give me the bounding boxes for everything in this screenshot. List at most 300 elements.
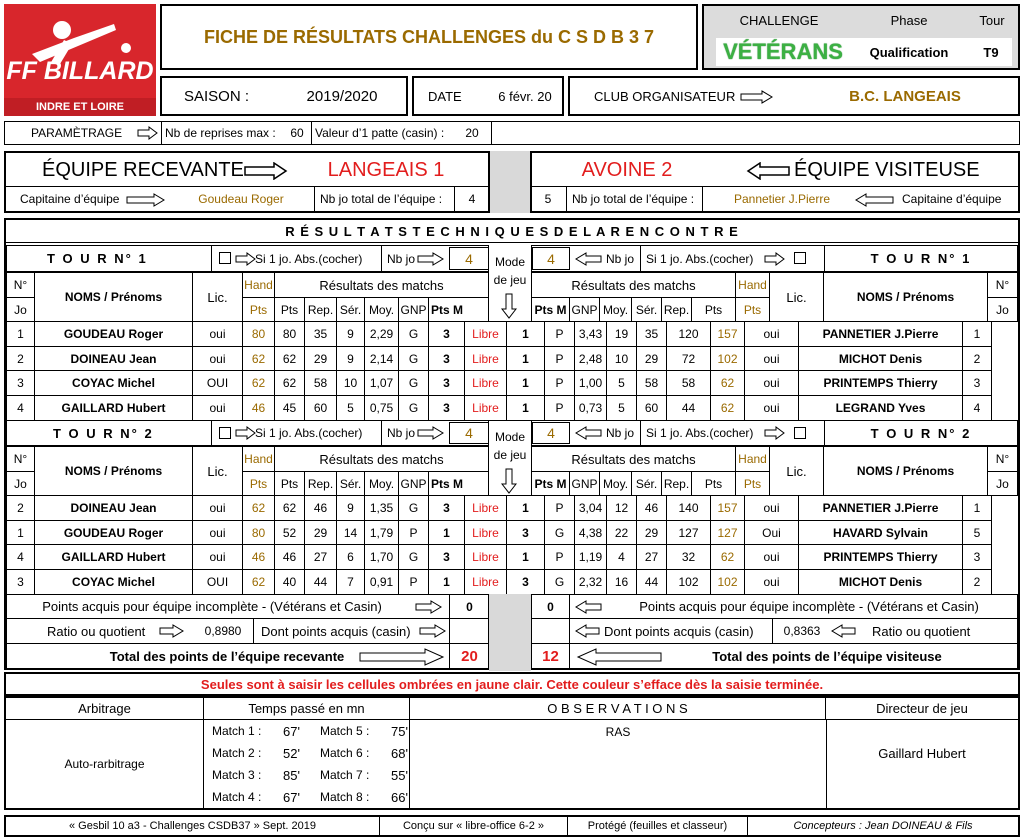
- cell-a-moy: 4,38: [575, 520, 607, 545]
- table-row: [7, 396, 992, 421]
- moy-label: Moy.: [600, 471, 632, 495]
- hand-label: Hand: [736, 273, 770, 297]
- cell-h-no: 1: [7, 322, 35, 347]
- cell-a-pts: 120: [667, 322, 711, 347]
- away-nb: 5: [544, 192, 552, 206]
- tour2-label: T O U R N° 2: [53, 425, 154, 441]
- match-time: 52': [283, 745, 300, 761]
- footer-2: Conçu sur « libre-office 6-2 »: [380, 817, 568, 835]
- cell-a-lic: Oui: [745, 520, 799, 545]
- moy-label: Moy.: [365, 297, 399, 321]
- divider: [491, 122, 492, 144]
- logo-subtitle: INDRE ET LOIRE: [4, 98, 156, 116]
- arrow-left-icon: [854, 193, 894, 207]
- cell-h-rep: 35: [305, 322, 337, 347]
- cell-h-pts: 46: [275, 545, 305, 570]
- total-home-label: Total des points de l’équipe recevante: [109, 649, 345, 664]
- cell-a-moy: 3,04: [575, 496, 607, 521]
- divider: [314, 187, 315, 211]
- cell-h-rep: 29: [305, 520, 337, 545]
- cell-h-rep: 46: [305, 496, 337, 521]
- divider: [381, 246, 382, 271]
- param-box: [4, 121, 1020, 145]
- cell-h-name: GOUDEAU Roger: [35, 322, 193, 347]
- gnp-label: GNP: [399, 297, 429, 321]
- cell-h-lic: OUI: [193, 371, 243, 396]
- away-team-box: [530, 151, 1020, 213]
- challenge-label: CHALLENGE: [739, 12, 819, 28]
- arrow-left-icon: [574, 252, 602, 266]
- table-row: [7, 570, 992, 595]
- cell-a-gnp: G: [545, 520, 575, 545]
- nbjo-label: Nb jo: [606, 251, 635, 266]
- cell-h-name: COYAC Michel: [35, 570, 193, 595]
- cell-h-no: 3: [7, 570, 35, 595]
- resultats-label: Résultats des matchs: [319, 451, 444, 467]
- cell-h-hand: 62: [243, 570, 275, 595]
- arrow-right-icon: [159, 624, 185, 638]
- cell-h-rep: 60: [305, 396, 337, 421]
- arrow-left-icon: [574, 600, 602, 614]
- table-row: [7, 346, 992, 371]
- divider: [211, 421, 212, 445]
- reprises-value: 60: [290, 126, 304, 140]
- cell-a-ptsm: 1: [507, 396, 545, 421]
- jo-label: Jo: [988, 297, 1017, 321]
- hand-label: Hand: [243, 273, 275, 297]
- rep-label: Rep.: [662, 471, 692, 495]
- cell-h-no: 2: [7, 346, 35, 371]
- arrow-left-icon: [574, 624, 600, 638]
- ratio-row-right: [531, 618, 1018, 644]
- cell-a-ptsm: 1: [507, 496, 545, 521]
- away-team-name: AVOINE 2: [581, 158, 673, 181]
- footer-4: Concepteurs : Jean DOINEAU & Fils: [793, 820, 973, 832]
- abs-label: Si 1 jo. Abs.(cocher): [255, 251, 363, 266]
- cell-a-hand: 157: [711, 322, 745, 347]
- cell-a-name: MICHOT Denis: [799, 346, 963, 371]
- incomplete-row-right: [531, 594, 1018, 619]
- page-title: FICHE DE RÉSULTATS CHALLENGES du C S D B 3 7: [160, 4, 698, 70]
- arrow-right-icon: [417, 426, 445, 440]
- cell-a-no: 2: [963, 346, 992, 371]
- away-nb-label: Nb jo total de l’équipe :: [572, 192, 695, 206]
- cell-h-gnp: G: [399, 371, 429, 396]
- divider: [566, 187, 567, 211]
- cell-h-gnp: G: [399, 496, 429, 521]
- abs-checkbox[interactable]: [794, 427, 806, 439]
- cell-a-rep: 27: [637, 545, 667, 570]
- tour-label: Tour: [979, 12, 1005, 28]
- match-label: Match 5 :: [320, 724, 370, 738]
- cell-h-gnp: P: [399, 520, 429, 545]
- abs-label: Si 1 jo. Abs.(cocher): [646, 426, 754, 440]
- cell-h-name: GAILLARD Hubert: [35, 396, 193, 421]
- cell-h-ptsm: 3: [429, 496, 465, 521]
- cell-a-ser: 5: [607, 371, 637, 396]
- obs-value: RAS: [605, 725, 631, 739]
- table-row: [7, 545, 992, 570]
- tour2-label-right: T O U R N° 2: [870, 425, 972, 441]
- cell-a-pts: 140: [667, 496, 711, 521]
- cell-a-ser: 22: [607, 520, 637, 545]
- cell-a-gnp: P: [545, 371, 575, 396]
- tour1-header-right: [531, 245, 1018, 272]
- hand-pts-label: Pts: [243, 297, 275, 321]
- cell-a-pts: 32: [667, 545, 711, 570]
- cell-a-no: 5: [963, 520, 992, 545]
- cell-a-hand: 102: [711, 346, 745, 371]
- cell-h-moy: 0,91: [365, 570, 399, 595]
- table-row: [7, 371, 992, 396]
- param-label: PARAMÈTRAGE: [31, 126, 123, 140]
- arrow-left-icon: [574, 426, 602, 440]
- cell-h-ser: 9: [337, 496, 365, 521]
- cell-a-rep: 29: [637, 520, 667, 545]
- cell-a-no: 2: [963, 570, 992, 595]
- bottom-section: [4, 696, 1020, 810]
- date-value: 6 févr. 20: [498, 88, 552, 104]
- hand-label: Hand: [736, 447, 770, 471]
- cell-h-no: 1: [7, 520, 35, 545]
- rep-label: Rep.: [305, 471, 337, 495]
- cell-a-ptsm: 3: [507, 570, 545, 595]
- divider: [161, 122, 162, 144]
- ratio-home: 0,8980: [204, 624, 242, 638]
- gnp-label: GNP: [399, 471, 429, 495]
- jo-label: Jo: [7, 471, 35, 495]
- gnp-label: GNP: [570, 297, 600, 321]
- lic-label: Lic.: [193, 273, 243, 321]
- cell-a-ptsm: 1: [507, 371, 545, 396]
- ptsm-label: Pts M: [532, 471, 570, 495]
- rep-label: Rep.: [662, 297, 692, 321]
- incomplete-row-left: [6, 594, 489, 619]
- total-row-left: [6, 643, 489, 670]
- cell-a-ser: 16: [607, 570, 637, 595]
- cell-a-pts: 102: [667, 570, 711, 595]
- phase-value: Qualification: [869, 44, 949, 60]
- divider: [640, 246, 641, 271]
- cell-h-no: 4: [7, 396, 35, 421]
- cell-h-lic: oui: [193, 396, 243, 421]
- cell-h-hand: 46: [243, 396, 275, 421]
- cell-h-pts: 52: [275, 520, 305, 545]
- cell-a-ptsm: 3: [507, 520, 545, 545]
- home-team-box: [4, 151, 490, 213]
- noms-label: NOMS / Prénoms: [824, 447, 988, 495]
- home-label: ÉQUIPE RECEVANTE: [42, 158, 244, 181]
- arrow-down-icon: [501, 293, 517, 319]
- cell-a-moy: 0,73: [575, 396, 607, 421]
- cell-h-lic: oui: [193, 496, 243, 521]
- cell-a-moy: 1,19: [575, 545, 607, 570]
- table-row: [7, 322, 992, 347]
- cell-a-ptsm: 1: [507, 545, 545, 570]
- tour2-nbjo-away: 4: [532, 422, 570, 444]
- cell-h-rep: 58: [305, 371, 337, 396]
- cell-h-name: DOINEAU Jean: [35, 346, 193, 371]
- cell-a-name: MICHOT Denis: [799, 570, 963, 595]
- cell-h-gnp: G: [399, 396, 429, 421]
- cell-a-hand: 127: [711, 520, 745, 545]
- hand-pts-label: Pts: [736, 297, 770, 321]
- cell-a-rep: 44: [637, 570, 667, 595]
- home-nb: 4: [468, 192, 476, 206]
- directeur-label: Directeur de jeu: [826, 698, 1018, 720]
- cell-a-name: HAVARD Sylvain: [799, 520, 963, 545]
- total-home: 20: [449, 644, 489, 669]
- cell-a-no: 3: [963, 545, 992, 570]
- arrow-right-icon: [137, 126, 159, 140]
- rep-label: Rep.: [305, 297, 337, 321]
- incomplete-away: 0: [532, 595, 570, 618]
- mode-label: Mode: [494, 255, 526, 269]
- away-captain: Pannetier J.Pierre: [733, 192, 831, 206]
- arrow-right-icon: [740, 90, 774, 104]
- resultats-label: Résultats des matchs: [532, 273, 736, 297]
- cell-h-name: GOUDEAU Roger: [35, 520, 193, 545]
- cell-h-ser: 6: [337, 545, 365, 570]
- cell-a-ptsm: 1: [507, 346, 545, 371]
- arrow-right-icon: [244, 162, 288, 180]
- center-gap: [490, 151, 530, 213]
- arbitrage-label: Arbitrage: [6, 698, 204, 720]
- cell-h-gnp: G: [399, 346, 429, 371]
- arrow-right-icon: [764, 426, 786, 440]
- cell-h-ptsm: 3: [429, 322, 465, 347]
- cell-a-lic: oui: [745, 371, 799, 396]
- divider: [824, 246, 825, 271]
- left-col-header: [6, 272, 489, 322]
- match-label: Match 8 :: [320, 790, 370, 804]
- tour-value: T9: [983, 44, 999, 60]
- moy-label: Moy.: [365, 471, 399, 495]
- cell-h-lic: oui: [193, 520, 243, 545]
- cell-a-moy: 2,32: [575, 570, 607, 595]
- cell-a-lic: oui: [745, 496, 799, 521]
- tour1-header-left: [6, 245, 489, 272]
- challenge-value: VÉTÉRANS: [723, 39, 843, 64]
- cell-h-pts: 45: [275, 396, 305, 421]
- ser-label: Sér.: [632, 297, 662, 321]
- arrow-right-icon: [126, 193, 166, 207]
- cell-h-pts: 62: [275, 371, 305, 396]
- divider: [211, 246, 212, 271]
- no-label: N°: [995, 278, 1010, 292]
- noms-label: NOMS / Prénoms: [35, 273, 193, 321]
- cell-h-lic: oui: [193, 545, 243, 570]
- cell-mode: Libre: [465, 520, 507, 545]
- cell-h-lic: oui: [193, 322, 243, 347]
- cell-h-moy: 1,70: [365, 545, 399, 570]
- cell-a-no: 1: [963, 322, 992, 347]
- cell-h-ptsm: 1: [429, 520, 465, 545]
- divider: [311, 122, 312, 144]
- cell-h-rep: 27: [305, 545, 337, 570]
- ser-label: Sér.: [632, 471, 662, 495]
- cell-h-rep: 44: [305, 570, 337, 595]
- cell-h-ser: 10: [337, 371, 365, 396]
- away-captain-label: Capitaine d’équipe: [902, 192, 1002, 206]
- tour1-label: T O U R N° 1: [47, 251, 148, 266]
- cell-a-moy: 1,00: [575, 371, 607, 396]
- casin-home: [449, 619, 489, 643]
- ff-billard-logo: [4, 4, 156, 116]
- cell-a-name: PANNETIER J.Pierre: [799, 496, 963, 521]
- dejeu-label: de jeu: [493, 273, 527, 287]
- tour1-nbjo-home: 4: [449, 247, 489, 270]
- cell-a-pts: 127: [667, 520, 711, 545]
- obs-label: O B S E R V A T I O N S: [410, 698, 826, 720]
- cell-h-hand: 80: [243, 322, 275, 347]
- cell-a-lic: oui: [745, 346, 799, 371]
- no-label: N°: [995, 452, 1010, 466]
- abs-label: Si 1 jo. Abs.(cocher): [646, 251, 754, 266]
- nbjo-label: Nb jo: [387, 251, 416, 266]
- dejeu-label: de jeu: [493, 448, 527, 462]
- cell-a-lic: oui: [745, 545, 799, 570]
- cell-a-name: PANNETIER J.Pierre: [799, 322, 963, 347]
- club-box: [568, 76, 1020, 116]
- cell-h-ptsm: 1: [429, 570, 465, 595]
- mode-label: Mode: [494, 430, 526, 444]
- match-time: 55': [391, 767, 408, 783]
- incomplete-label: Points acquis pour équipe incomplète - (Vétérans et Casin): [42, 599, 382, 614]
- patte-label: Valeur d’1 patte (casin) :: [315, 126, 445, 140]
- casin-label: Dont points acquis (casin): [261, 623, 411, 639]
- cell-a-gnp: P: [545, 346, 575, 371]
- tour2-header-right: [531, 420, 1018, 446]
- incomplete-home: 0: [449, 595, 489, 618]
- total-away-label: Total des points de l’équipe visiteuse: [712, 649, 942, 664]
- total-away: 12: [532, 644, 570, 669]
- ser-label: Sér.: [337, 471, 365, 495]
- tour1-table: [6, 321, 992, 421]
- hand-label: Hand: [243, 447, 275, 471]
- cell-h-ser: 9: [337, 322, 365, 347]
- cell-h-no: 3: [7, 371, 35, 396]
- ptsm-label: Pts M: [429, 297, 465, 321]
- away-label: ÉQUIPE VISITEUSE: [794, 158, 980, 181]
- cell-a-hand: 62: [711, 396, 745, 421]
- abs-checkbox[interactable]: [219, 252, 231, 264]
- lic-label: Lic.: [193, 447, 243, 495]
- cell-a-no: 3: [963, 371, 992, 396]
- cell-a-rep: 58: [637, 371, 667, 396]
- right-col-header: [531, 446, 1018, 496]
- cell-a-ptsm: 1: [507, 322, 545, 347]
- saison-value: 2019/2020: [306, 87, 378, 105]
- abs-checkbox[interactable]: [794, 252, 806, 264]
- cell-mode: Libre: [465, 545, 507, 570]
- temps-label: Temps passé en mn: [204, 698, 410, 720]
- noms-label: NOMS / Prénoms: [824, 273, 988, 321]
- cell-h-lic: OUI: [193, 570, 243, 595]
- cell-h-no: 4: [7, 545, 35, 570]
- hand-pts-label: Pts: [736, 471, 770, 495]
- cell-a-pts: 44: [667, 396, 711, 421]
- arrow-right-icon: [417, 252, 445, 266]
- cell-h-ptsm: 3: [429, 371, 465, 396]
- cell-a-ser: 4: [607, 545, 637, 570]
- pts-label: Pts: [692, 297, 736, 321]
- challenge-box: [702, 4, 1020, 70]
- cell-h-ptsm: 3: [429, 396, 465, 421]
- cell-a-moy: 2,48: [575, 346, 607, 371]
- cell-h-hand: 46: [243, 545, 275, 570]
- cell-a-name: LEGRAND Yves: [799, 396, 963, 421]
- home-captain: Goudeau Roger: [198, 192, 284, 206]
- match-label: Match 3 :: [212, 768, 262, 782]
- home-nb-label: Nb jo total de l’équipe :: [320, 192, 443, 206]
- abs-checkbox[interactable]: [219, 427, 231, 439]
- cell-h-name: GAILLARD Hubert: [35, 545, 193, 570]
- divider: [824, 421, 825, 445]
- match-time: 67': [283, 723, 300, 739]
- cell-mode: Libre: [465, 570, 507, 595]
- match-label: Match 7 :: [320, 768, 370, 782]
- club-value: B.C. LANGEAIS: [849, 87, 961, 105]
- cell-mode: Libre: [465, 496, 507, 521]
- ser-label: Sér.: [337, 297, 365, 321]
- cell-h-moy: 2,29: [365, 322, 399, 347]
- nbjo-label: Nb jo: [387, 426, 416, 440]
- cell-a-rep: 29: [637, 346, 667, 371]
- footer-1: « Gesbil 10 a3 - Challenges CSDB37 » Sept. 2019: [6, 817, 380, 835]
- cell-h-moy: 2,14: [365, 346, 399, 371]
- ratio-away: 0,8363: [783, 624, 821, 638]
- cell-h-pts: 62: [275, 496, 305, 521]
- match-time: 75': [391, 723, 408, 739]
- no-label: N°: [7, 273, 35, 297]
- cell-a-no: 1: [963, 496, 992, 521]
- tour1-nbjo-away: 4: [532, 247, 570, 270]
- cell-a-gnp: P: [545, 396, 575, 421]
- match-time: 85': [283, 767, 300, 783]
- arrow-left-icon: [830, 624, 856, 638]
- cell-a-lic: oui: [745, 396, 799, 421]
- cell-h-gnp: P: [399, 570, 429, 595]
- match-label: Match 1 :: [212, 724, 262, 738]
- cell-a-ser: 5: [607, 396, 637, 421]
- cell-a-gnp: P: [545, 545, 575, 570]
- noms-label: NOMS / Prénoms: [35, 447, 193, 495]
- tour2-header-left: [6, 420, 489, 446]
- tour2-nbjo-home: 4: [449, 422, 489, 444]
- cell-h-pts: 62: [275, 346, 305, 371]
- divider: [253, 619, 254, 643]
- arrow-left-icon: [746, 162, 790, 180]
- arrow-right-icon: [235, 426, 257, 440]
- cell-mode: Libre: [465, 396, 507, 421]
- arrow-right-icon: [415, 600, 443, 614]
- cell-a-gnp: G: [545, 570, 575, 595]
- table-row: [7, 520, 992, 545]
- cell-a-name: PRINTEMPS Thierry: [799, 371, 963, 396]
- cell-mode: Libre: [465, 346, 507, 371]
- pts-label: Pts: [275, 297, 305, 321]
- lic-label: Lic.: [770, 273, 824, 321]
- pts-label: Pts: [692, 471, 736, 495]
- match-label: Match 6 :: [320, 746, 370, 760]
- match-time: 66': [391, 789, 408, 805]
- cell-a-rep: 35: [637, 322, 667, 347]
- right-col-header: [531, 272, 1018, 322]
- cell-a-ser: 12: [607, 496, 637, 521]
- match-label: Match 2 :: [212, 746, 262, 760]
- logo-text: FF BILLARD: [6, 56, 154, 85]
